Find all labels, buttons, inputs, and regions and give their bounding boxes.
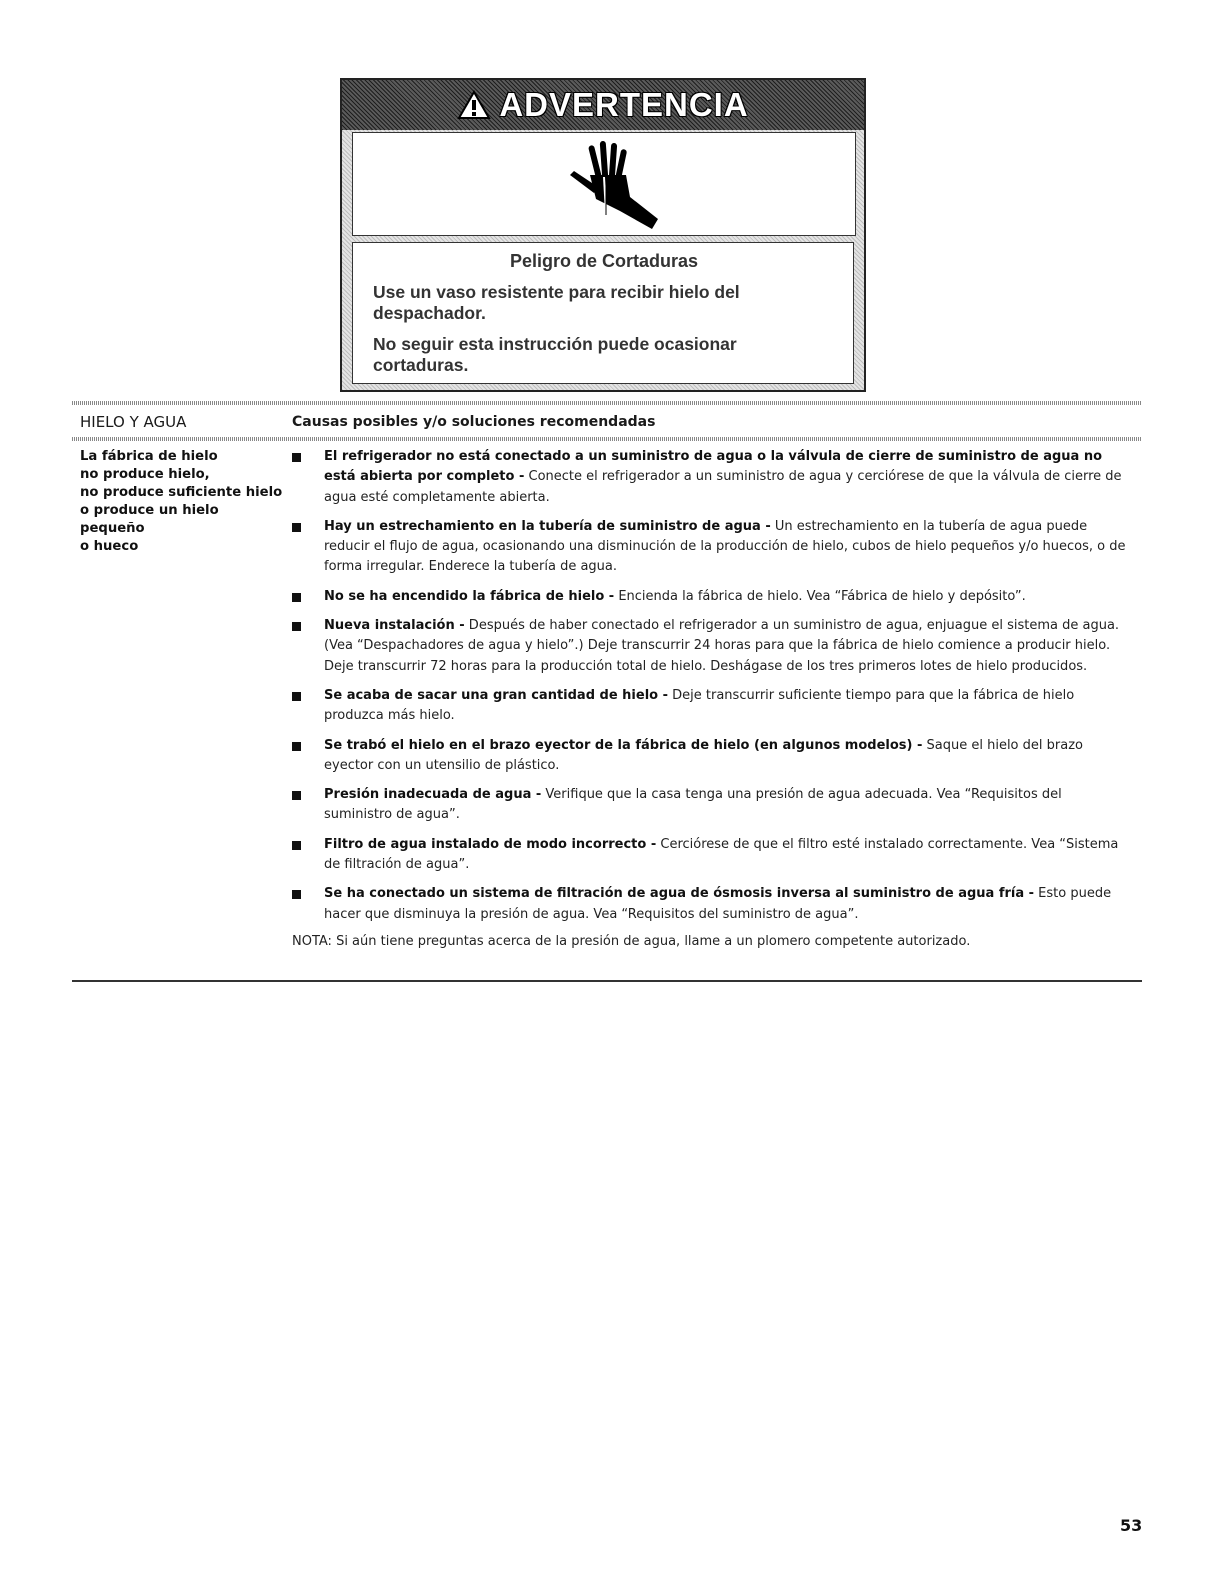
bullet-icon <box>292 523 301 532</box>
cause-title: Nueva instalación - <box>324 618 465 634</box>
cause-item <box>292 736 1132 777</box>
cause-text: Encienda la fábrica de hielo. Vea “Fábrica de hielo y depósito”. <box>614 588 1026 604</box>
cause-item <box>292 686 1132 727</box>
cause-title: Se acaba de sacar una gran cantidad de hielo - <box>324 687 669 703</box>
cause-item <box>292 785 1132 826</box>
hazard-title: Peligro de Cortaduras <box>509 251 699 271</box>
problem-line: no produce suficiente hielo <box>80 485 283 500</box>
cause-item <box>292 587 1132 607</box>
bullet-icon <box>292 593 301 602</box>
cause-text: Conecte el refrigerador a un suministro de agua y cerciórese de que la válvula de cierre de agua esté completamente abierta. <box>324 469 1122 505</box>
page-number: 53 <box>1120 1516 1143 1535</box>
bullet-icon <box>292 890 301 899</box>
bullet-icon <box>292 742 301 751</box>
warning-box <box>340 78 866 392</box>
bullet-icon <box>292 692 301 701</box>
warning-header <box>342 80 864 130</box>
cause-title: Hay un estrechamiento en la tubería de suministro de agua - <box>324 518 771 534</box>
column-header-causes: Causas posibles y/o soluciones recomendadas <box>292 414 656 430</box>
causes-list <box>292 447 1132 952</box>
cause-item <box>292 884 1132 925</box>
cause-text: Saque el hielo del brazo eyector con un utensilio de plástico. <box>324 737 1083 773</box>
cause-text: Un estrechamiento en la tubería de agua puede reducir el flujo de agua, ocasionando una disminución de la producción de hielo, cubos de hielo pequeños y/o huecos, o de forma irregular. Enderece la tubería de agua. <box>324 518 1126 575</box>
note-text: NOTA: Si aún tiene preguntas acerca de la presión de agua, llame a un plomero competente autorizado. <box>292 933 971 949</box>
cause-item <box>292 835 1132 876</box>
bullet-icon <box>292 791 301 800</box>
table-header-rule <box>72 437 1142 441</box>
cause-text: Verifique que la casa tenga una presión de agua adecuada. Vea “Requisitos del suministro de agua”. <box>324 787 1062 823</box>
problem-line: no produce hielo, <box>80 467 210 482</box>
cause-title: Filtro de agua instalado de modo incorrecto - <box>324 836 657 852</box>
warning-text-panel <box>352 242 854 384</box>
cause-text: Cerciórese de que el filtro esté instalado correctamente. Vea “Sistema de filtración de agua”. <box>324 836 1119 873</box>
table-top-rule <box>72 401 1142 405</box>
alert-triangle-icon <box>457 90 491 120</box>
problem-line: o produce un hielo pequeño <box>80 503 219 536</box>
table-bottom-rule <box>72 980 1142 982</box>
cause-text: Después de haber conectado el refrigerador a un suministro de agua, enjuague el sistema de agua. (Vea “Despachadores de agua y hielo”.) Deje transcurrir 24 horas para que la fábrica de hielo comience a producir hielo. Deje transcurrir 72 horas para la producción total de hielo. Deshágase de los tres primeros lotes de hielo producidos. <box>324 618 1120 674</box>
cause-text: Esto puede hacer que disminuya la presión de agua. Vea “Requisitos del suministro de agua”. <box>324 886 1112 922</box>
bullet-icon <box>292 841 301 850</box>
cause-text: Deje transcurrir suficiente tiempo para que la fábrica de hielo produzca más hielo. <box>324 687 1075 724</box>
warning-symbol-panel <box>352 132 856 236</box>
bullet-icon <box>292 622 301 631</box>
problem-line: La fábrica de hielo <box>80 449 218 464</box>
cause-item <box>292 517 1132 578</box>
cause-title: No se ha encendido la fábrica de hielo - <box>324 588 615 604</box>
problem-description <box>80 448 285 556</box>
cause-title: Se trabó el hielo en el brazo eyector de la fábrica de hielo (en algunos modelos) - <box>324 737 923 753</box>
problem-line: o hueco <box>80 539 139 554</box>
bullet-icon <box>292 453 301 462</box>
hazard-consequence: No seguir esta instrucción puede ocasionar cortaduras. <box>373 334 737 375</box>
warning-title: ADVERTENCIA <box>499 86 749 123</box>
column-header-problem: HIELO Y AGUA <box>80 413 187 431</box>
cause-item <box>292 447 1132 508</box>
cause-title: Se ha conectado un sistema de filtración de agua de ósmosis inversa al suministro de agua fría - <box>324 886 1035 902</box>
hazard-instruction: Use un vaso resistente para recibir hielo del despachador. <box>373 282 740 323</box>
cause-item <box>292 616 1132 677</box>
hand-cut-hazard-icon <box>353 133 855 235</box>
cause-title: Presión inadecuada de agua - <box>324 787 542 803</box>
cause-title: El refrigerador no está conectado a un suministro de agua o la válvula de cierre de suministro de agua no está abierta por completo - <box>324 449 1103 485</box>
